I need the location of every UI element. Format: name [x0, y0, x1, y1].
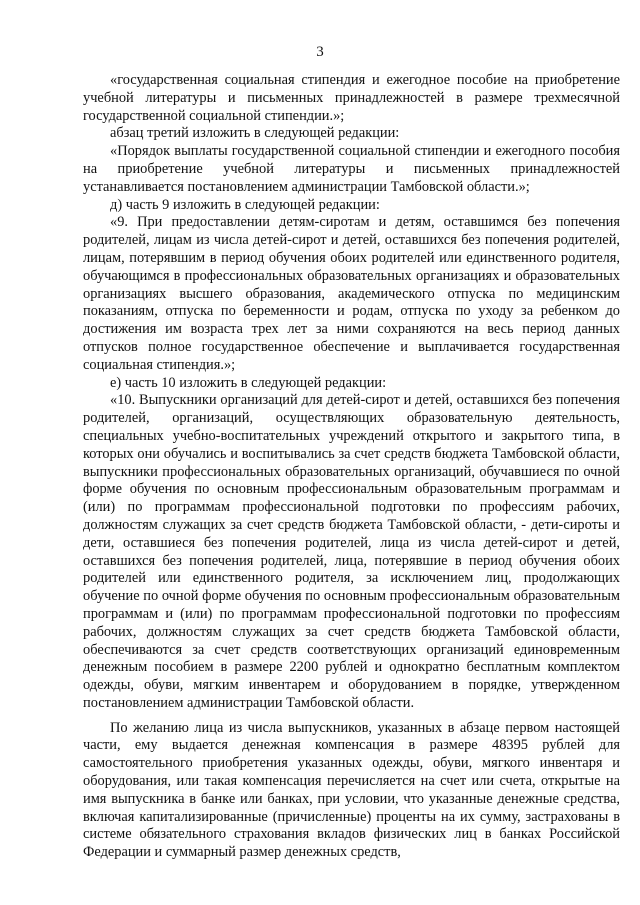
paragraph-item-d: д) часть 9 изложить в следующей редакции: — [110, 196, 380, 213]
paragraph-scholarship-quote: «государственная социальная стипендия и ежегодное пособие на приобретение учебной литературы и письменных принадлежностей в размере трехмесячной государственной социальной стипендии.»; — [83, 72, 620, 124]
page-number: 3 — [316, 44, 324, 60]
paragraph-compensation: По желанию лица из числа выпускников, указанных в абзаце первом настоящей части, ему выдается денежная компенсация в размере 48395 рублей для самостоятельного приобретения указанных одежды, обуви, мягкого инвентаря и оборудования, или такая компенсация перечисляется на счет или счета, открытые на имя выпускника в банке или банках, при условии, что указанные денежные средства, включая капитализированные (причисленные) проценты на их сумму, застрахованы в системе обязательного страхования вкладов физических лиц в банках Российской Федерации и суммарный размер денежных средств, — [83, 719, 620, 861]
paragraph-part-9: «9. При предоставлении детям-сиротам и детям, оставшимся без попечения родителей, лицам из числа детей-сирот и детей, оставшихся без попечения родителей, лицам, потерявшим в период обучения обоих родителей или единственного родителя, обучающимся в профессиональных образовательных организациях и образовательных организациях высшего образования, академического отпуска по медицинским показаниям, отпуска по беременности и родам, отпуска по уходу за ребенком до достижения им возраста трех лет за ними сохраняются на весь период данных отпусков полное государственное обеспечение и выплачивается государственная социальная стипендия.»; — [83, 214, 620, 373]
paragraph-item-e: е) часть 10 изложить в следующей редакции: — [110, 374, 387, 391]
document-body — [83, 72, 620, 862]
paragraph-amend-third: абзац третий изложить в следующей редакции: — [110, 125, 400, 142]
paragraph-part-10: «10. Выпускники организаций для детей-сирот и детей, оставшихся без попечения родителей, организаций, осуществляющих образовательную деятельность, специальных учебно-воспитательных учреждений открытого и закрытого типа, в которых они обучались и воспитывались за счет средств бюджета Тамбовской области, выпускники профессиональных образовательных организаций, обучавшиеся по очной форме обучения по основным профессиональным образовательным программам и (или) по программам профессиональной подготовки по профессиям рабочих, должностям служащих за счет средств бюджета Тамбовской области, - дети-сироты и дети, оставшиеся без попечения родителей, лица из числа детей-сирот и детей, оставшихся без попечения родителей, лица, потерявшие в период обучения обоих родителей или единственного родителя, за исключением лиц, продолжающих обучение по очной форме обучения по основным профессиональным образовательным программам и (или) по программам профессиональной подготовки по профессиям рабочих, должностям служащих за счет средств бюджета Тамбовской области, обеспечиваются за счет средств соответствующих организаций единовременным денежным пособием в размере 2200 рублей и однократно бесплатным комплектом одежды, обуви, мягким инвентарем и оборудованием в порядке, утвержденном постановлением администрации Тамбовской области. — [83, 392, 620, 711]
paragraph-payment-order: «Порядок выплаты государственной социальной стипендии и ежегодного пособия на приобретение учебной литературы и письменных принадлежностей устанавливается постановлением администрации Тамбовской области.»; — [83, 143, 620, 195]
